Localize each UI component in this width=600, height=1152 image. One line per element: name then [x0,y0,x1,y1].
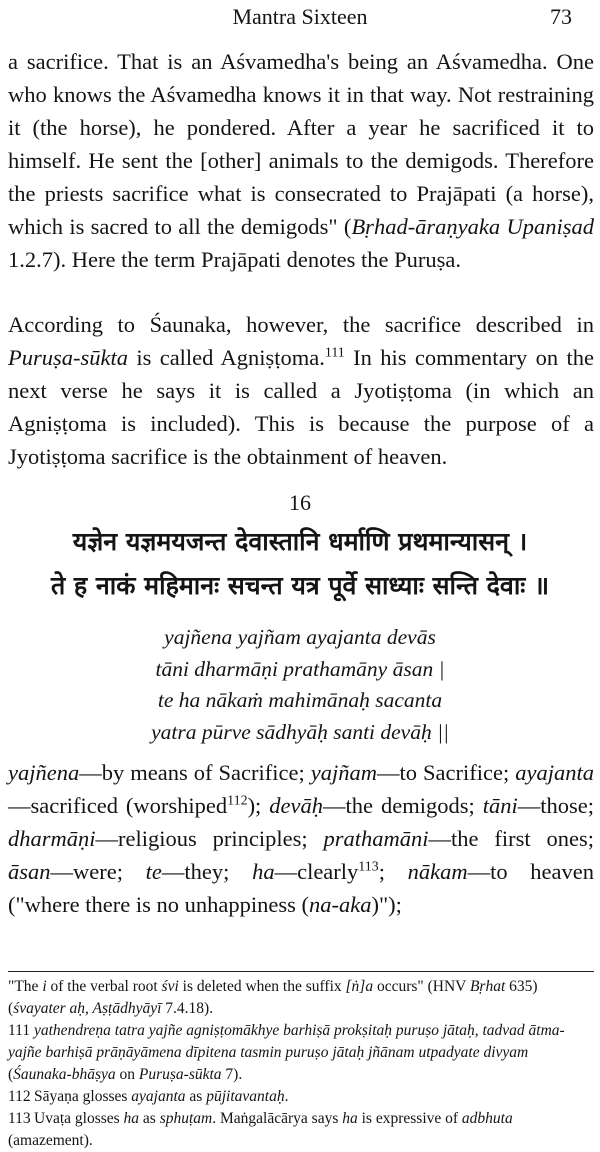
footnote-112: 112 Sāyaṇa glosses ayajanta as pūjitavantaḥ. [8,1088,289,1105]
verse-number: 16 [289,490,311,515]
devanagari-line-2: ते ह नाकं महिमानः सचन्त यत्र पूर्वे साध्याः सन्ति देवाः ॥ [50,571,550,600]
citation: Bṛhad-āraṇyaka Upaniṣad [351,214,594,239]
translit-line-1: yajñena yajñam ayajanta devās [164,625,436,649]
footnote-divider [8,971,594,972]
footnote-continuation: "The i of the verbal root śvi is deleted when the suffix [ṅ]a occurs" (HNV Bṛhat 635) (śvayater aḥ, Aṣṭādhyāyī 7.4.18). [8,978,538,1017]
footnote-111: 111 yathendreṇa tatra yajñe agniṣṭomākhye barhiṣā prokṣitaḥ puruṣo jātaḥ, tadvad ātma-yajñe barhiṣā prāṇāyāmena dīpitena tasmin puruṣo jātaḥ jñānam utpadyate divyam (Śaunaka-bhāṣya on Puruṣa-sūkta 7). [8,1022,565,1083]
paragraph-2: According to Śaunaka, however, the sacrifice described in Puruṣa-sūkta is called Agniṣṭoma.$^{111}$ In his commentary on the next verse he says it is called a Jyotiṣṭoma (in which an Agniṣṭoma is included). This is because the purpose of a Jyotiṣṭoma sacrifice is the obtainment of heaven. [8,312,594,469]
translit-line-3: te ha nākaṁ mahimānaḥ sacanta [157,688,443,712]
citation: Puruṣa-sūkta [8,345,128,370]
page-number: 73 [550,4,572,29]
footnote-ref: 112 [227,793,248,809]
translit-line-2: tāni dharmāṇi prathamāny āsan | [155,656,445,681]
transliteration [0,622,600,748]
running-head [0,2,600,32]
footnotes [8,976,594,1152]
word-synonyms: yajñena—by means of Sacrifice; yajñam—to Sacrifice; ayajanta—sacrificed (worshiped$^{112}$); devāḥ—the demigods; tāni—those; dharmāṇi—religious principles; prathamāni—the first ones; āsan—were; te—they; ha—clearly$^{113}$; nākam—to heaven ("where there is no unhappiness (na-aka)"); [8,760,595,917]
footnote-ref: 111 [324,345,345,361]
paragraph-1: a sacrifice. That is an Aśvamedha's being an Aśvamedha. One who knows the Aśvamedha knows it in that way. Not restraining it (the horse), he pondered. After a year he sacrificed it to himself. He sent the [other] animals to the demigods. Therefore the priests sacrifice what is consecrated to Prajāpati (a horse), which is sacred to all the demigods" (Bṛhad-āraṇyaka Upaniṣad 1.2.7). Here the term Prajāpati denotes the Puruṣa. [8,49,594,272]
devanagari-line-1: यज्ञेन यज्ञमयजन्त देवास्तानि धर्माणि प्रथमान्यासन् । [72,527,528,556]
footnote-ref: 113 [358,859,379,875]
footnote-113: 113 Uvaṭa glosses ha as sphuṭam. Maṅgalācārya says ha is expressive of adbhuta (amazement). [8,1110,513,1149]
running-title: Mantra Sixteen [232,4,368,29]
translit-line-4: yatra pūrve sādhyāḥ santi devāḥ || [151,719,449,744]
